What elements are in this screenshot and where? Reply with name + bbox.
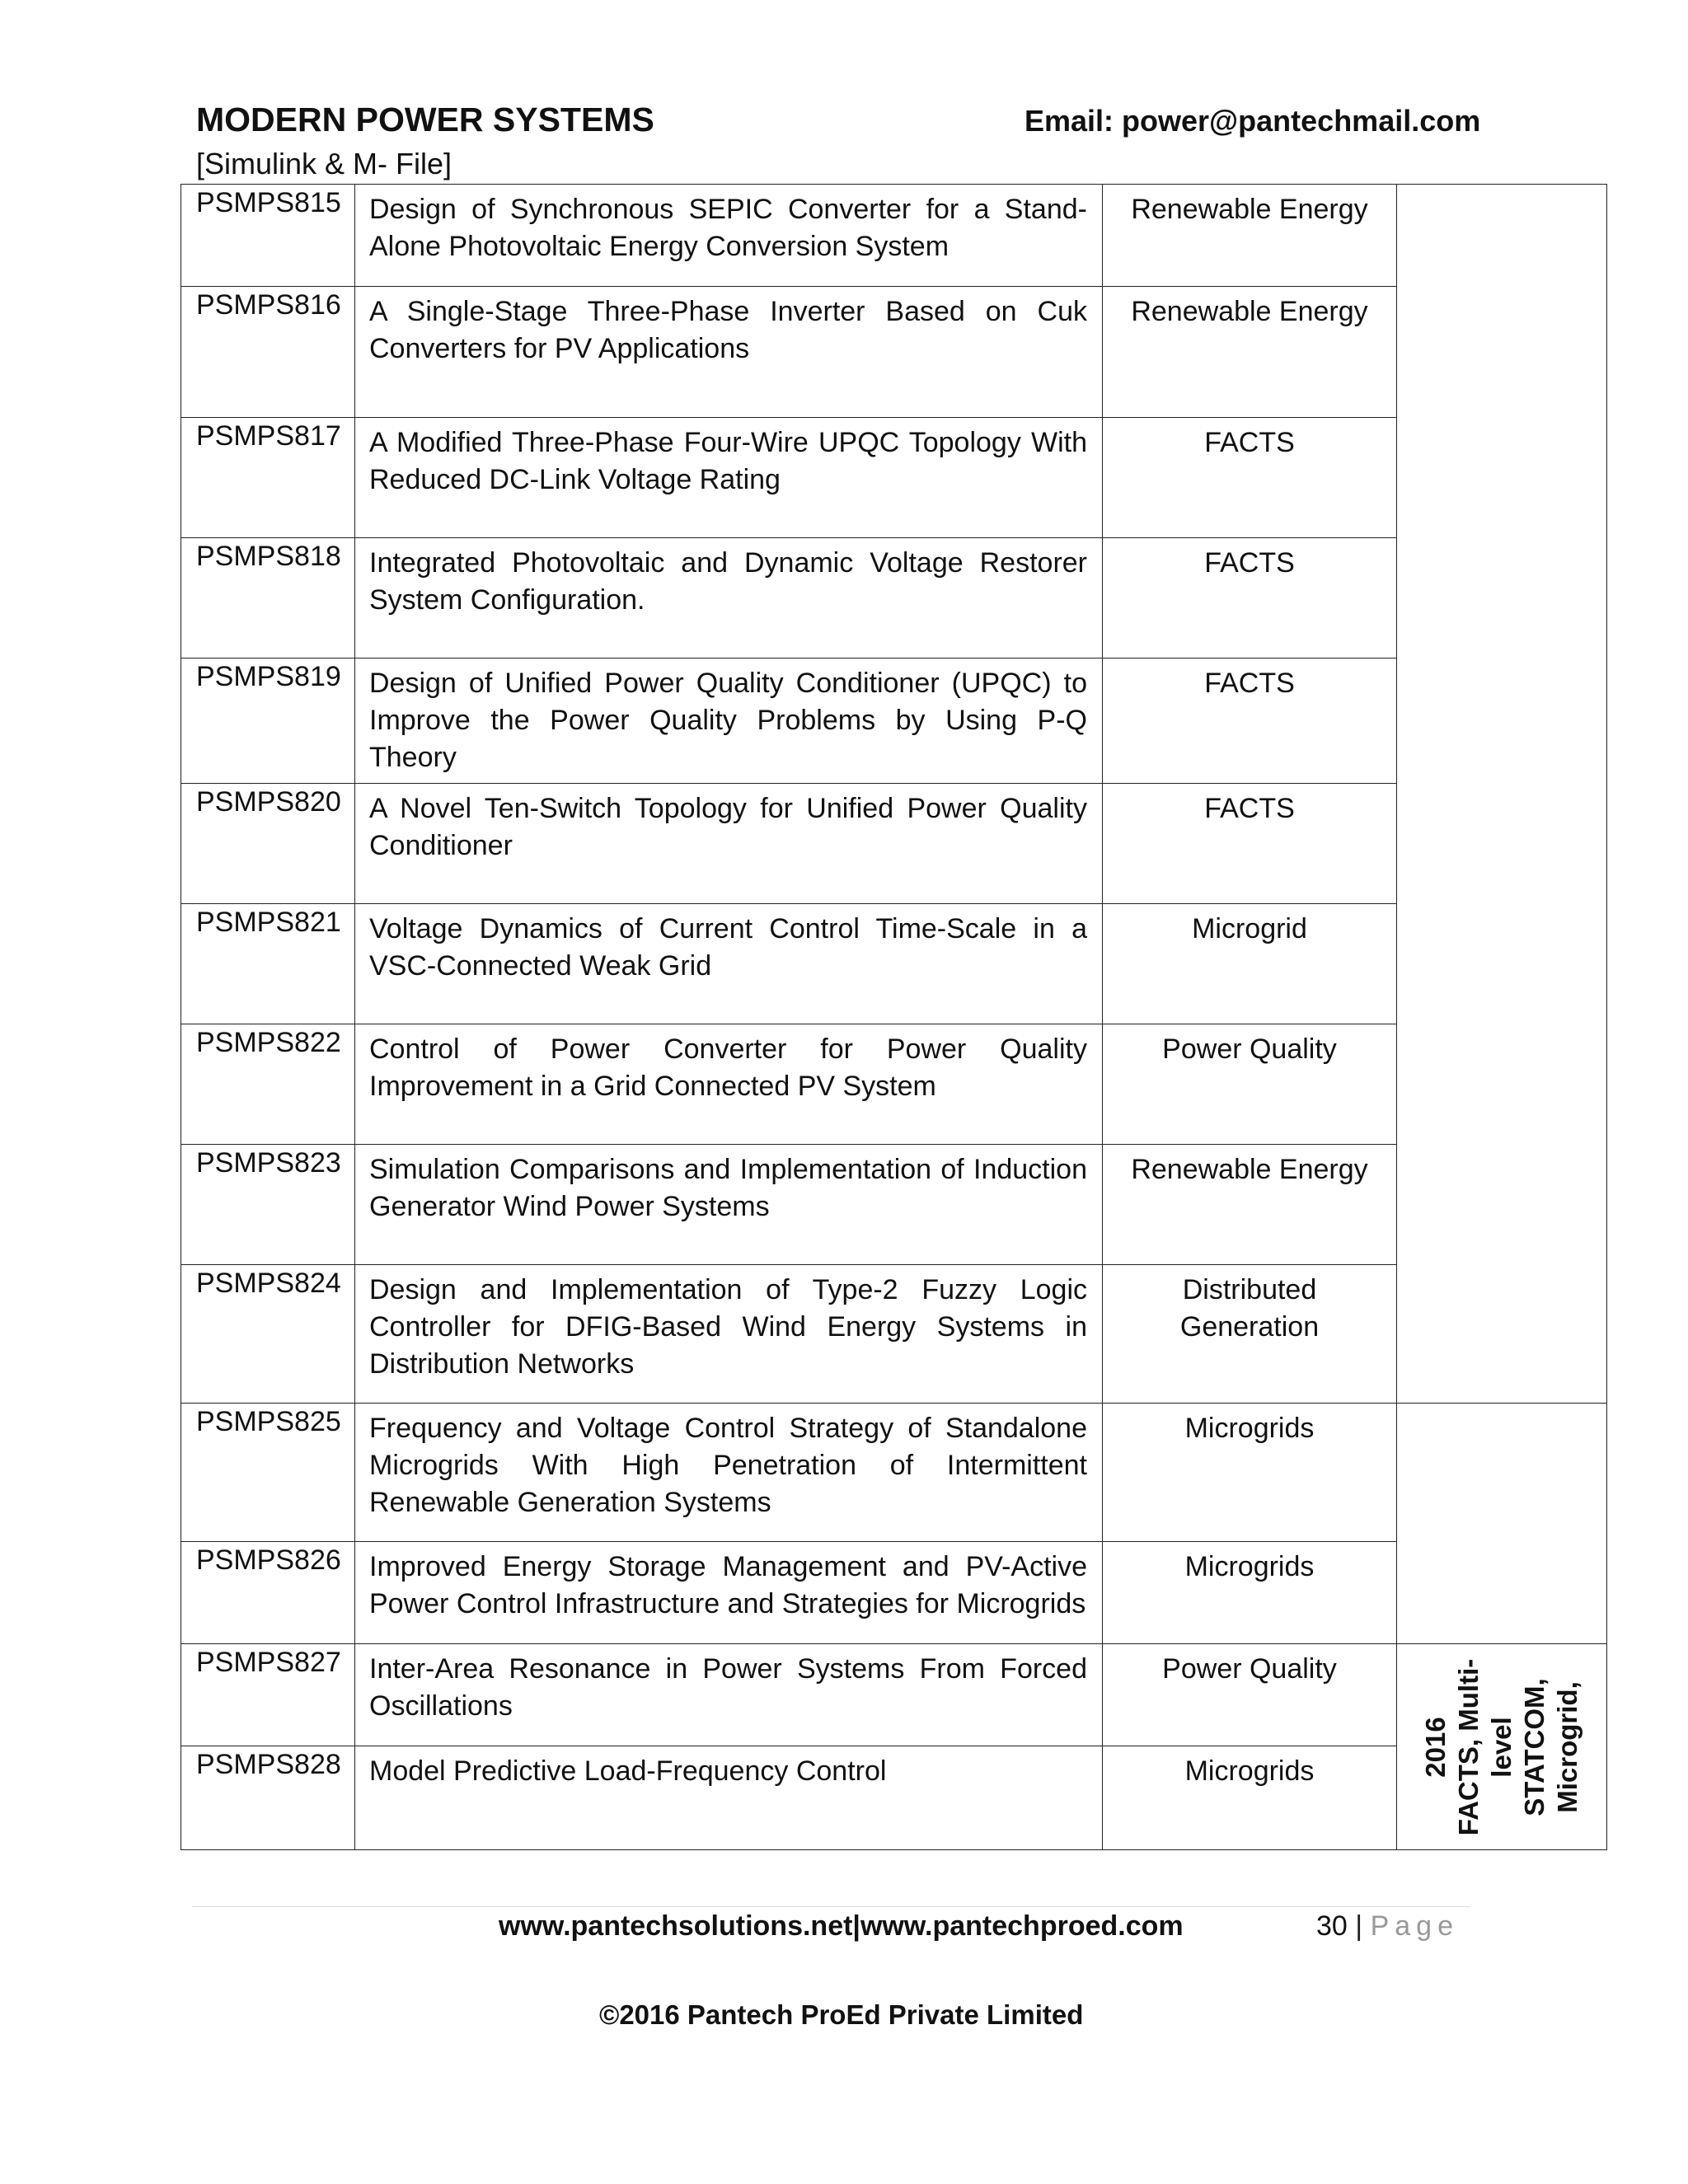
page-title: MODERN POWER SYSTEMS (196, 101, 654, 138)
page-subtitle: [Simulink & M- File] (196, 147, 452, 180)
project-code: PSMPS827 (181, 1644, 355, 1746)
project-code: PSMPS826 (181, 1542, 355, 1644)
projects-table (181, 184, 1607, 1850)
project-code: PSMPS817 (181, 418, 355, 538)
project-title: A Single-Stage Three-Phase Inverter Based on Cuk Converters for PV Applications (355, 287, 1103, 418)
side-cell-blank (1397, 1404, 1607, 1644)
project-category: Microgrid (1103, 904, 1397, 1024)
project-title: Design and Implementation of Type-2 Fuzzy Logic Controller for DFIG-Based Wind Energy Systems in Distribution Networks (355, 1265, 1103, 1404)
project-category: Renewable Energy (1103, 1145, 1397, 1265)
footer-websites: www.pantechsolutions.net|www.pantechproed.com (499, 1910, 1184, 1942)
project-code: PSMPS821 (181, 904, 355, 1024)
table-row (181, 784, 1607, 904)
project-category: Renewable Energy (1103, 287, 1397, 418)
project-category: Microgrids (1103, 1404, 1397, 1542)
table-row (181, 418, 1607, 538)
side-note-text: 2016 FACTS, Multi- level STATCOM, Microgrid, (1420, 1658, 1582, 1835)
table-row (181, 1265, 1607, 1404)
project-category: Power Quality (1103, 1644, 1397, 1746)
table-row (181, 287, 1607, 418)
copyright: ©2016 Pantech ProEd Private Limited (599, 1999, 1084, 2030)
project-title: A Modified Three-Phase Four-Wire UPQC Topology With Reduced DC-Link Voltage Rating (355, 418, 1103, 538)
table-row (181, 1542, 1607, 1644)
project-code: PSMPS815 (181, 185, 355, 287)
table-row (181, 1644, 1607, 1746)
page-separator: | (1355, 1910, 1363, 1942)
project-title: Improved Energy Storage Management and PV-Active Power Control Infrastructure and Strategies for Microgrids (355, 1542, 1103, 1644)
project-title: Control of Power Converter for Power Quality Improvement in a Grid Connected PV System (355, 1024, 1103, 1145)
table-row (181, 538, 1607, 658)
project-code: PSMPS819 (181, 658, 355, 784)
table-row (181, 185, 1607, 287)
page-number (1316, 1910, 1459, 1943)
side-note-cell (1397, 1644, 1607, 1850)
page-label: Page (1370, 1910, 1459, 1942)
project-code: PSMPS822 (181, 1024, 355, 1145)
project-title: Design of Synchronous SEPIC Converter for a Stand-Alone Photovoltaic Energy Conversion System (355, 185, 1103, 287)
table-row (181, 1746, 1607, 1850)
project-title: Model Predictive Load-Frequency Control (355, 1746, 1103, 1850)
project-category: FACTS (1103, 784, 1397, 904)
project-category: FACTS (1103, 418, 1397, 538)
project-title: Simulation Comparisons and Implementation of Induction Generator Wind Power Systems (355, 1145, 1103, 1265)
project-code: PSMPS825 (181, 1404, 355, 1542)
project-title: Voltage Dynamics of Current Control Time-Scale in a VSC-Connected Weak Grid (355, 904, 1103, 1024)
project-category: Distributed Generation (1103, 1265, 1397, 1404)
side-cell-blank (1397, 185, 1607, 1404)
project-title: Design of Unified Power Quality Conditioner (UPQC) to Improve the Power Quality Problems by Using P-Q Theory (355, 658, 1103, 784)
table-row (181, 1404, 1607, 1542)
project-title: Inter-Area Resonance in Power Systems From Forced Oscillations (355, 1644, 1103, 1746)
project-category: Microgrids (1103, 1542, 1397, 1644)
project-title: Integrated Photovoltaic and Dynamic Voltage Restorer System Configuration. (355, 538, 1103, 658)
table-row (181, 1024, 1607, 1145)
project-code: PSMPS816 (181, 287, 355, 418)
project-category: Renewable Energy (1103, 185, 1397, 287)
project-category: FACTS (1103, 658, 1397, 784)
project-code: PSMPS823 (181, 1145, 355, 1265)
page-number-value: 30 (1316, 1910, 1348, 1942)
project-category: Microgrids (1103, 1746, 1397, 1850)
table-row (181, 904, 1607, 1024)
table-row (181, 658, 1607, 784)
project-code: PSMPS820 (181, 784, 355, 904)
project-title: Frequency and Voltage Control Strategy of Standalone Microgrids With High Penetration of Intermittent Renewable Generation Systems (355, 1404, 1103, 1542)
project-code: PSMPS818 (181, 538, 355, 658)
project-code: PSMPS828 (181, 1746, 355, 1850)
project-code: PSMPS824 (181, 1265, 355, 1404)
project-category: FACTS (1103, 538, 1397, 658)
project-title: A Novel Ten-Switch Topology for Unified Power Quality Conditioner (355, 784, 1103, 904)
contact-email: Email: power@pantechmail.com (1025, 104, 1481, 138)
table-row (181, 1145, 1607, 1265)
footer-divider (192, 1906, 1470, 1907)
project-category: Power Quality (1103, 1024, 1397, 1145)
